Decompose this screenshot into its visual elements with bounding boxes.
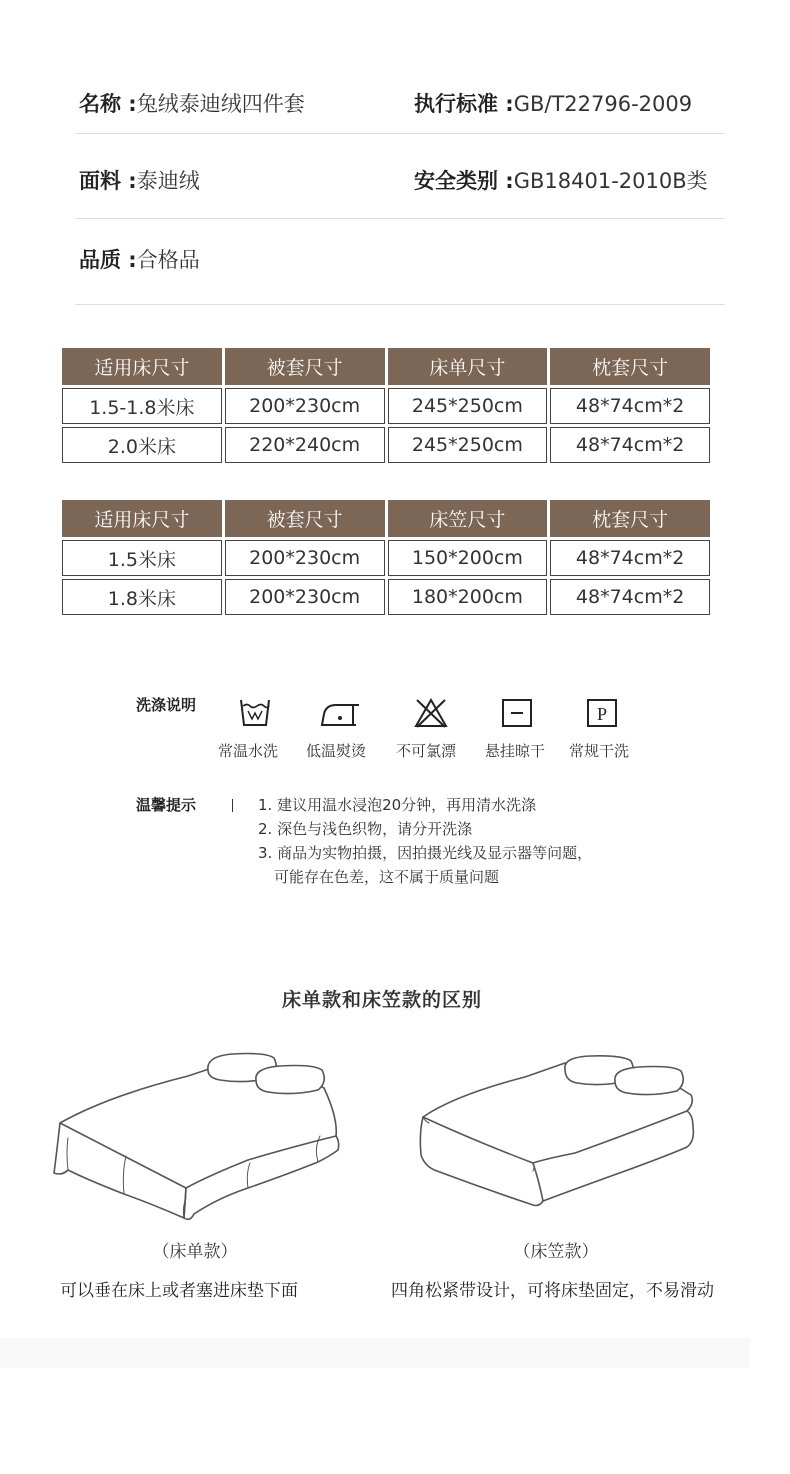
spec-name: [79, 88, 305, 118]
spec-fabric-label: 面料 :: [79, 169, 137, 193]
table-header-cell: 枕套尺寸: [550, 500, 710, 537]
care-title: 洗涤说明: [136, 696, 197, 714]
spec-safety-value: GB18401-2010B类: [513, 169, 708, 193]
table-cell: 1.5米床: [62, 540, 222, 576]
tip-line: 可能存在色差，这不属于质量问题: [274, 868, 500, 886]
spec-standard-label: 执行标准 :: [414, 92, 514, 116]
spec-divider: [75, 304, 725, 305]
flat-sheet-caption: （床单款）: [152, 1242, 238, 1262]
table-row: [62, 427, 710, 463]
table-header-row: [62, 348, 710, 385]
table-cell: 2.0米床: [62, 427, 222, 463]
table-header-cell: 适用床尺寸: [62, 500, 222, 537]
tip-line: 3. 商品为实物拍摄，因拍摄光线及显示器等问题，: [258, 844, 593, 862]
table-cell: 245*250cm: [388, 388, 548, 424]
spec-fabric: [79, 165, 200, 195]
fitted-sheet-description: 四角松紧带设计，可将床垫固定，不易滑动: [391, 1281, 714, 1301]
table-cell: 180*200cm: [388, 579, 548, 615]
fitted-sheet-bed-illustration: [415, 1055, 697, 1209]
spec-name-value: 兔绒泰迪绒四件套: [136, 92, 305, 116]
table-cell: 1.5-1.8米床: [62, 388, 222, 424]
table-row: [62, 540, 710, 576]
care-label: 不可氯漂: [396, 742, 457, 760]
table-cell: 48*74cm*2: [550, 579, 710, 615]
table-cell: 150*200cm: [388, 540, 548, 576]
fitted-sheet-caption: （床笠款）: [513, 1242, 599, 1262]
table-row: [62, 388, 710, 424]
table-header-cell: 被套尺寸: [225, 500, 385, 537]
tips-divider: [232, 799, 233, 812]
spec-divider: [75, 218, 725, 219]
wash-tub-icon: [238, 697, 272, 729]
table-header-cell: 被套尺寸: [225, 348, 385, 385]
table-cell: 200*230cm: [225, 540, 385, 576]
table-cell: 200*230cm: [225, 388, 385, 424]
table-header-cell: 床笠尺寸: [388, 500, 548, 537]
tip-line: 2. 深色与浅色织物，请分开洗涤: [258, 820, 473, 838]
spec-fabric-value: 泰迪绒: [136, 169, 200, 193]
iron-low-icon: [320, 697, 362, 729]
spec-name-label: 名称 :: [79, 92, 137, 116]
spec-safety: [414, 165, 708, 195]
table-cell: 245*250cm: [388, 427, 548, 463]
hang-dry-icon: [500, 697, 534, 729]
spec-quality: [79, 244, 200, 274]
table-row: [62, 579, 710, 615]
spec-quality-value: 合格品: [136, 248, 200, 272]
care-label: 常规干洗: [569, 742, 630, 760]
tip-line: 1. 建议用温水浸泡20分钟，再用清水洗涤: [258, 796, 537, 814]
table-header-cell: 适用床尺寸: [62, 348, 222, 385]
table-cell: 48*74cm*2: [550, 540, 710, 576]
table-cell: 220*240cm: [225, 427, 385, 463]
table-cell: 200*230cm: [225, 579, 385, 615]
table-header-cell: 枕套尺寸: [550, 348, 710, 385]
dry-clean-letter: P: [596, 704, 608, 724]
bottom-shade: [0, 1338, 750, 1368]
flat-sheet-bed-illustration: [48, 1048, 344, 1226]
size-table-fitted: [59, 497, 713, 618]
size-table-sheet: [59, 345, 713, 466]
spec-divider: [75, 133, 725, 134]
spec-standard-value: GB/T22796-2009: [513, 92, 693, 116]
dry-clean-p-icon: [585, 697, 619, 729]
spec-quality-label: 品质 :: [79, 248, 137, 272]
table-cell: 48*74cm*2: [550, 388, 710, 424]
care-label: 悬挂晾干: [485, 742, 546, 760]
table-header-cell: 床单尺寸: [388, 348, 548, 385]
spec-safety-label: 安全类别 :: [414, 169, 514, 193]
table-header-row: [62, 500, 710, 537]
table-cell: 1.8米床: [62, 579, 222, 615]
flat-sheet-description: 可以垂在床上或者塞进床垫下面: [60, 1281, 298, 1301]
spec-standard: [414, 88, 692, 118]
tips-title: 温馨提示: [136, 796, 197, 814]
no-bleach-icon: [414, 697, 448, 729]
table-cell: 48*74cm*2: [550, 427, 710, 463]
care-label: 常温水洗: [218, 742, 279, 760]
care-label: 低温熨烫: [306, 742, 367, 760]
difference-title: 床单款和床笠款的区别: [281, 989, 482, 1011]
